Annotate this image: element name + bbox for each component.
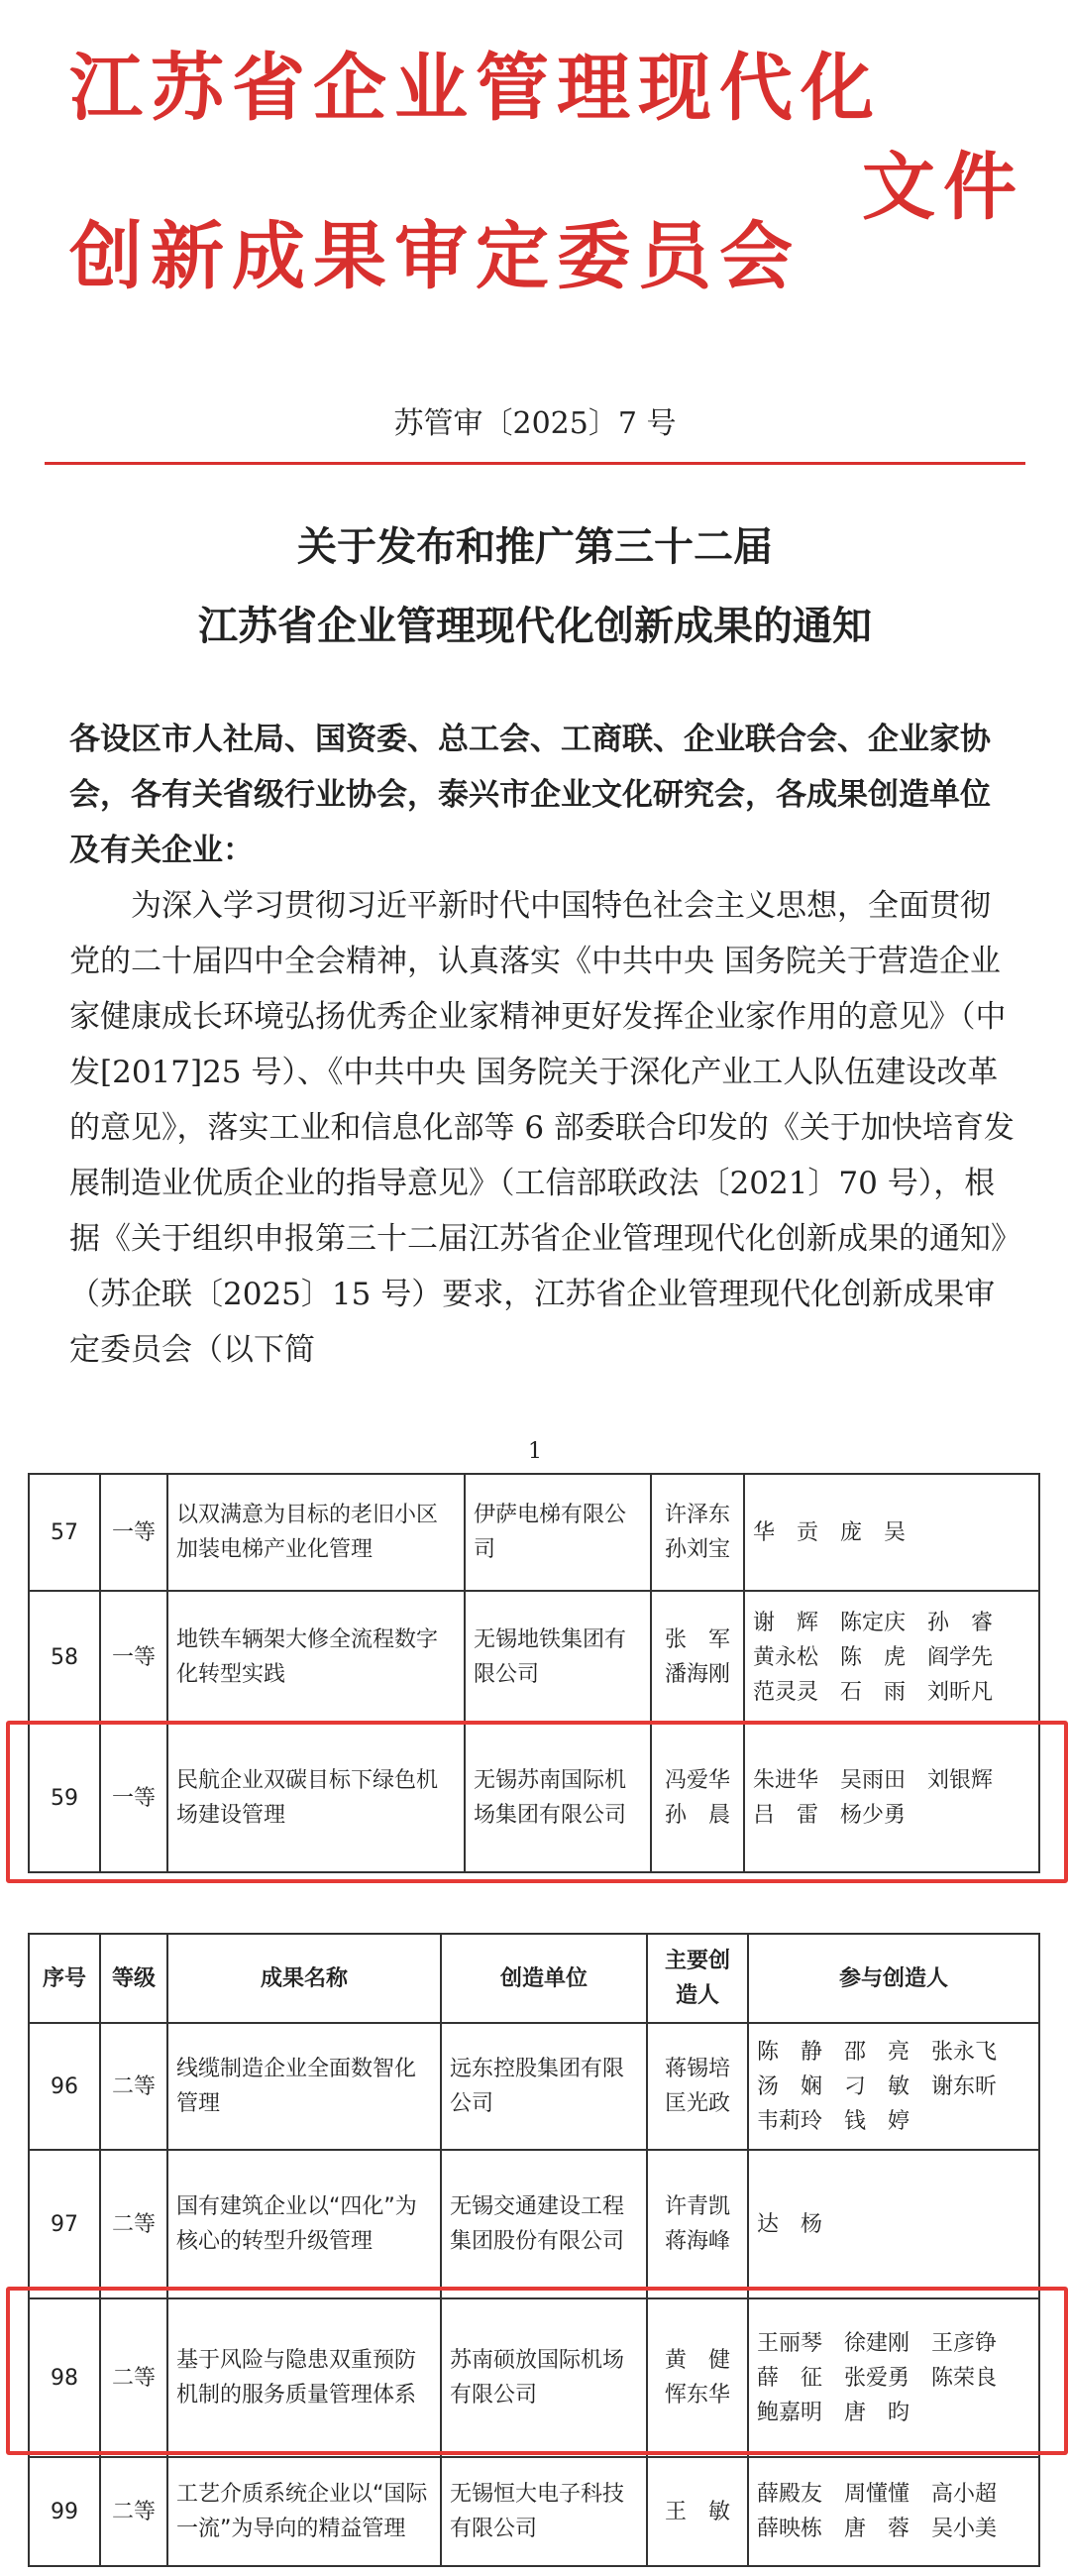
- title-line1: 关于发布和推广第三十二届: [297, 523, 773, 570]
- cell-no: 97: [29, 2150, 100, 2298]
- cell-no: 57: [29, 1474, 100, 1591]
- cell-grade: 二等: [100, 2298, 167, 2457]
- col-header-participants: 参与创造人: [748, 1934, 1039, 2023]
- cell-grade: 二等: [100, 2457, 167, 2566]
- cell-main-creator: 许青凯 蒋海峰: [647, 2150, 748, 2298]
- cell-no: 96: [29, 2023, 100, 2150]
- document-body: [69, 712, 1016, 1378]
- red-divider: [45, 462, 1025, 465]
- col-header-main: 主要创造人: [647, 1934, 748, 2023]
- cell-participants: 王丽琴 徐建刚 王彦铮 薛 征 张爱勇 陈荣良 鲍嘉明 唐 昀: [748, 2298, 1039, 2457]
- cell-name: 地铁车辆架大修全流程数字化转型实践: [167, 1591, 465, 1724]
- cell-main-creator: 蒋锡培 匡光政: [647, 2023, 748, 2150]
- document-number: 苏管审〔2025〕7 号: [393, 406, 677, 441]
- document-label: 文件: [862, 145, 1024, 230]
- cell-main-creator: 王 敏: [647, 2457, 748, 2566]
- cell-participants: 薛殿友 周懂懂 高小超 薛映栋 唐 蓉 吴小美: [748, 2457, 1039, 2566]
- cell-name: 线缆制造企业全面数智化管理: [167, 2023, 441, 2150]
- table-row: [29, 2023, 1039, 2150]
- cell-main-creator: 许泽东 孙刘宝: [651, 1474, 744, 1591]
- cell-participants: 谢 辉 陈定庆 孙 睿 黄永松 陈 虎 阎学先 范灵灵 石 雨 刘昕凡: [744, 1591, 1039, 1724]
- title-line2: 江苏省企业管理现代化创新成果的通知: [198, 603, 872, 649]
- cell-main-creator: 黄 健 恽东华: [647, 2298, 748, 2457]
- cell-grade: 一等: [100, 1474, 167, 1591]
- table-row: [29, 2457, 1039, 2566]
- issuer-name-line1: 江苏省企业管理现代化: [69, 46, 882, 131]
- cell-name: 基于风险与隐患双重预防机制的服务质量管理体系: [167, 2298, 441, 2457]
- col-header-no: 序号: [29, 1934, 100, 2023]
- cell-unit: 无锡地铁集团有限公司: [465, 1591, 651, 1724]
- cell-unit: 远东控股集团有限公司: [441, 2023, 647, 2150]
- cell-name: 以双满意为目标的老旧小区加装电梯产业化管理: [167, 1474, 465, 1591]
- cell-main-creator: 冯爱华 孙 晨: [651, 1724, 744, 1872]
- cell-unit: 伊萨电梯有限公司: [465, 1474, 651, 1591]
- cell-name: 工艺介质系统企业以“国际一流”为导向的精益管理: [167, 2457, 441, 2566]
- cell-participants: 华 贡 庞 吴: [744, 1474, 1039, 1591]
- cell-main-creator: 张 军 潘海刚: [651, 1591, 744, 1724]
- cell-grade: 二等: [100, 2023, 167, 2150]
- cell-unit: 苏南硕放国际机场有限公司: [441, 2298, 647, 2457]
- issuer-name-line2: 创新成果审定委员会: [69, 214, 801, 299]
- table-header-row: [29, 1934, 1039, 2023]
- table-row: [29, 2150, 1039, 2298]
- addressee: 各设区市人社局、国资委、总工会、工商联、企业联合会、企业家协会，各有关省级行业协会，泰兴市企业文化研究会，各成果创造单位及有关企业：: [69, 722, 991, 868]
- cell-no: 58: [29, 1591, 100, 1724]
- table-row: [29, 1591, 1039, 1724]
- cell-grade: 一等: [100, 1591, 167, 1724]
- cell-unit: 无锡恒大电子科技有限公司: [441, 2457, 647, 2566]
- awards-table-second-grade: [28, 1933, 1040, 2567]
- col-header-name: 成果名称: [167, 1934, 441, 2023]
- cell-grade: 一等: [100, 1724, 167, 1872]
- cell-name: 民航企业双碳目标下绿色机场建设管理: [167, 1724, 465, 1872]
- cell-unit: 无锡交通建设工程集团股份有限公司: [441, 2150, 647, 2298]
- cell-no: 99: [29, 2457, 100, 2566]
- cell-no: 59: [29, 1724, 100, 1872]
- fragment-gap: [0, 1885, 1070, 1933]
- body-paragraph: 为深入学习贯彻习近平新时代中国特色社会主义思想，全面贯彻党的二十届四中全会精神，认真落实《中共中央 国务院关于营造企业家健康成长环境弘扬优秀企业家精神更好发挥企业家作用的意见》（中发[2017]25 号）、《中共中央 国务院关于深化产业工人队伍建设改革的意见》，落实工业和信息化部等 6 部委联合印发的《关于加快培育发展制造业优质企业的指导意见》（工信部联政法〔2021〕70 号），根据《关于组织申报第三十二届江苏省企业管理现代化创新成果的通知》（苏企联〔2025〕15 号）要求，江苏省企业管理现代化创新成果审定委员会（以下简: [69, 888, 1015, 1368]
- cell-participants: 朱进华 吴雨田 刘银辉 吕 雷 杨少勇: [744, 1724, 1039, 1872]
- page-number: 1: [528, 1439, 542, 1464]
- cell-no: 98: [29, 2298, 100, 2457]
- table-row: [29, 1474, 1039, 1591]
- cell-participants: 陈 静 邵 亮 张永飞 汤 娴 刁 敏 谢东昕 韦莉玲 钱 婷: [748, 2023, 1039, 2150]
- col-header-grade: 等级: [100, 1934, 167, 2023]
- col-header-unit: 创造单位: [441, 1934, 647, 2023]
- cell-name: 国有建筑企业以“四化”为核心的转型升级管理: [167, 2150, 441, 2298]
- cell-unit: 无锡苏南国际机场集团有限公司: [465, 1724, 651, 1872]
- cell-grade: 二等: [100, 2150, 167, 2298]
- cell-participants: 达 杨: [748, 2150, 1039, 2298]
- highlight-box-row-98: [6, 2287, 1068, 2455]
- highlight-box-row-59: [6, 1721, 1068, 1883]
